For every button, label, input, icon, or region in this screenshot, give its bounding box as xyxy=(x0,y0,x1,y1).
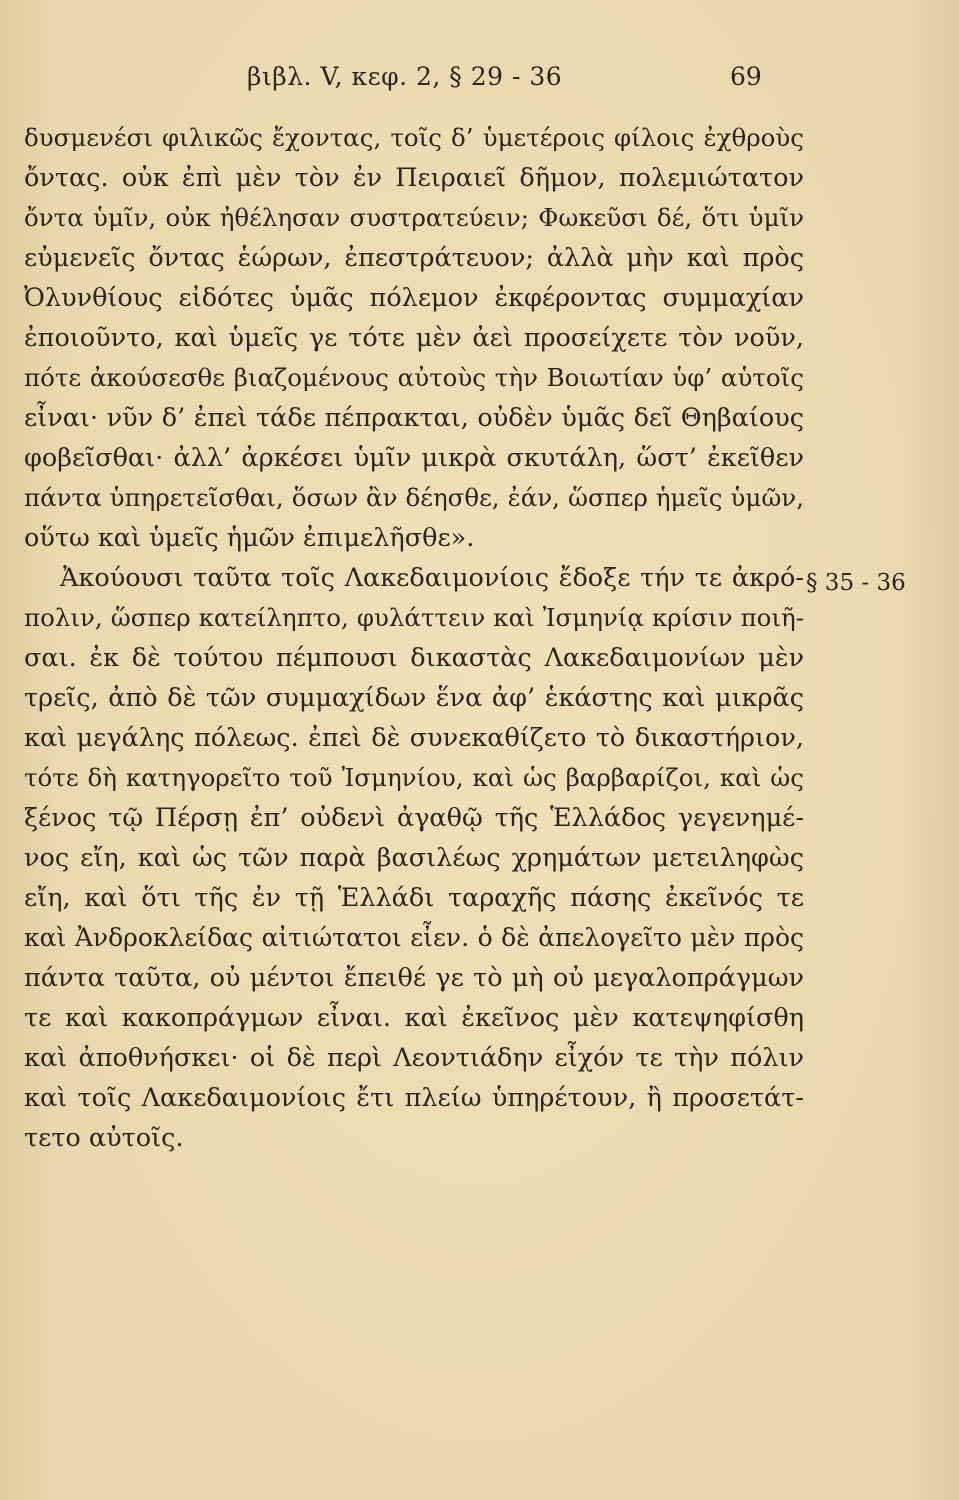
text-line: δυσμενέσι φιλικῶς ἔχοντας, τοῖς δ’ ὑμετέροις φίλοις ἐχθροὺς xyxy=(24,123,804,152)
text-line: καὶ ἀποθνήσκει· οἱ δὲ περὶ Λεοντιάδην εἶχόν τε τὴν πόλιν xyxy=(24,1043,804,1073)
text-line: τότε δὴ κατηγορεῖτο τοῦ Ἰσμηνίου, καὶ ὡς βαρβαρίζοι, καὶ ὡς xyxy=(24,763,804,792)
text-line: πότε ἀκούσεσθε βιαζομένους αὐτοὺς τὴν Βοιωτίαν ὑφ’ αὑτοῖς xyxy=(24,363,804,392)
text-line: καὶ Ἀνδροκλείδας αἰτιώτατοι εἶεν. ὁ δὲ ἀπελογεῖτο μὲν πρὸς xyxy=(24,923,804,952)
text-line: ἐποιοῦντο, καὶ ὑμεῖς γε τότε μὲν ἀεὶ προσείχετε τὸν νοῦν, xyxy=(24,323,804,353)
text-line: πάντα ταῦτα, οὐ μέντοι ἔπειθέ γε τὸ μὴ οὐ μεγαλοπράγμων xyxy=(24,963,804,993)
text-line: Ὀλυνθίους εἰδότες ὑμᾶς πόλεμον ἐκφέροντας συμμαχίαν xyxy=(24,283,804,313)
text-line: εἶναι· νῦν δ’ ἐπεὶ τάδε πέπρακται, οὐδὲν ὑμᾶς δεῖ Θηβαίους xyxy=(24,403,804,433)
text-line: οὕτω καὶ ὑμεῖς ἡμῶν ἐπιμελῆσθε». xyxy=(24,523,475,553)
page-number: 69 xyxy=(730,62,762,91)
text-line: σαι. ἐκ δὲ τούτου πέμπουσι δικαστὰς Λακεδαιμονίων μὲν xyxy=(24,643,804,673)
text-line: φοβεῖσθαι· ἀλλ’ ἀρκέσει ὑμῖν μικρὰ σκυτάλη, ὥστ’ ἐκεῖθεν xyxy=(24,443,804,473)
text-line: καὶ τοῖς Λακεδαιμονίοις ἔτι πλείω ὑπηρέτουν, ἢ προσετάτ- xyxy=(24,1083,804,1113)
text-line: ξένος τῷ Πέρσῃ ἐπ’ οὐδενὶ ἀγαθῷ τῆς Ἑλλάδος γεγενημέ- xyxy=(24,803,804,833)
text-line: εὐμενεῖς ὄντας ἑώρων, ἐπεστράτευον; ἀλλὰ μὴν καὶ πρὸς xyxy=(24,243,804,273)
margin-section-note: § 35 - 36 xyxy=(806,570,906,596)
running-head: βιβλ. V, κεφ. 2, § 29 - 36 xyxy=(247,62,563,91)
text-line: τρεῖς, ἀπὸ δὲ τῶν συμμαχίδων ἕνα ἀφ’ ἑκάστης καὶ μικρᾶς xyxy=(24,683,804,713)
text-line: τε καὶ κακοπράγμων εἶναι. καὶ ἐκεῖνος μὲν κατεψηφίσθη xyxy=(24,1003,804,1033)
text-line: πάντα ὑπηρετεῖσθαι, ὅσων ἂν δέησθε, ἐάν, ὥσπερ ἡμεῖς ὑμῶν, xyxy=(24,483,804,512)
text-line: εἴη, καὶ ὅτι τῆς ἐν τῇ Ἑλλάδι ταραχῆς πάσης ἐκεῖνός τε xyxy=(24,883,804,913)
page-header xyxy=(0,62,959,98)
text-line: ὄντα ὑμῖν, οὐκ ἠθέλησαν συστρατεύειν; Φωκεῦσι δέ, ὅτι ὑμῖν xyxy=(24,203,804,232)
text-line: ὄντας. οὐκ ἐπὶ μὲν τὸν ἐν Πειραιεῖ δῆμον, πολεμιώτατον xyxy=(24,163,804,193)
text-line: νος εἴη, καὶ ὡς τῶν παρὰ βασιλέως χρημάτων μετειληφὼς xyxy=(24,843,804,873)
text-line: τετο αὐτοῖς. xyxy=(24,1123,184,1153)
text-line: πολιν, ὥσπερ κατείληπτο, φυλάττειν καὶ Ἰσμηνίᾳ κρίσιν ποιῆ- xyxy=(24,603,804,632)
body-text xyxy=(24,118,804,1158)
text-line: Ἀκούουσι ταῦτα τοῖς Λακεδαιμονίοις ἔδοξε τήν τε ἀκρό- xyxy=(60,563,804,593)
text-line: καὶ μεγάλης πόλεως. ἐπεὶ δὲ συνεκαθίζετο τὸ δικαστήριον, xyxy=(24,723,804,753)
